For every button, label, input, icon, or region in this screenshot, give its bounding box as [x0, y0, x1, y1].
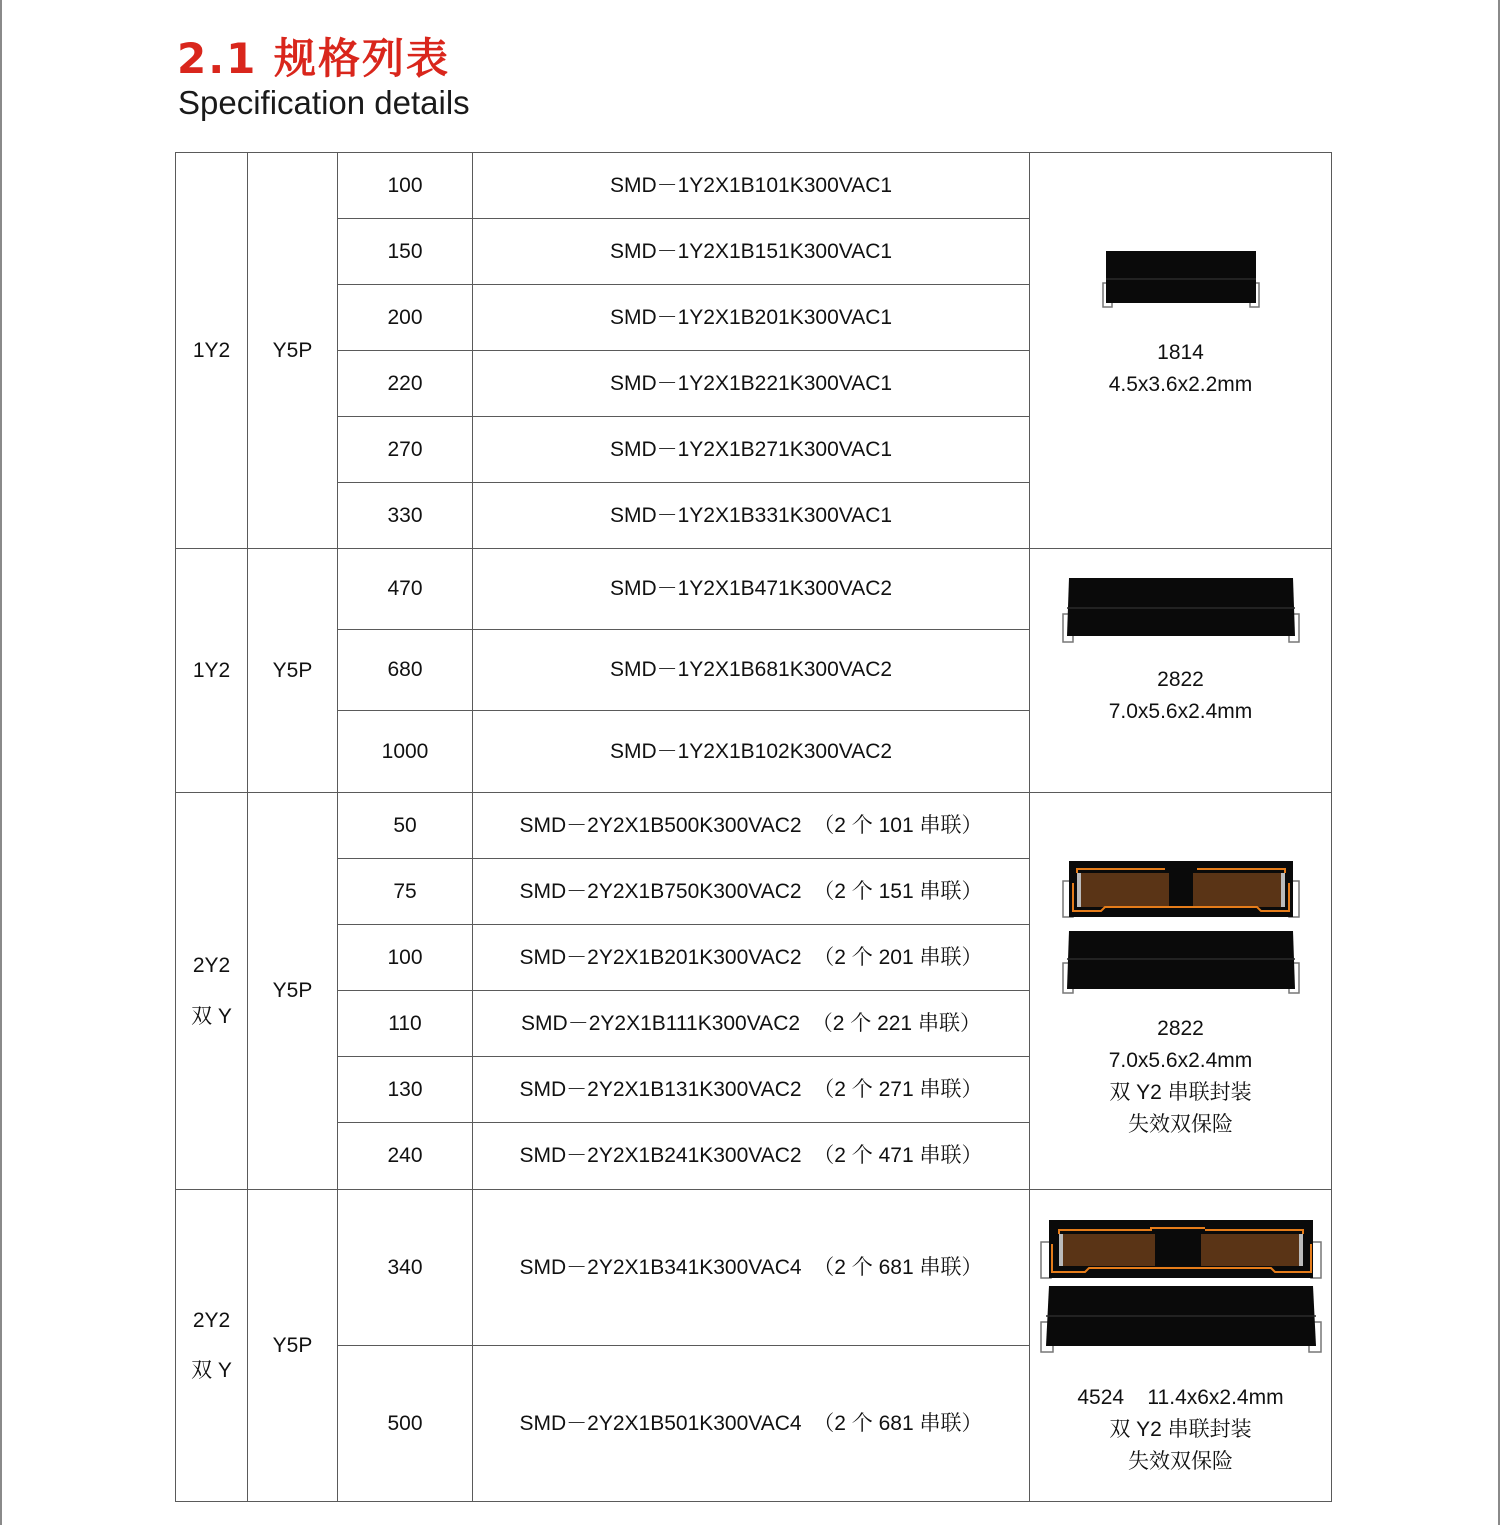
- capacitance-cell: 1000: [338, 711, 473, 793]
- package-line: 1814: [1157, 341, 1204, 364]
- capacitance-cell: 500: [338, 1346, 473, 1502]
- table-row: [176, 1190, 1332, 1346]
- dielectric-cell: Y5P: [248, 549, 338, 793]
- chip-1814-icon: [1101, 249, 1261, 311]
- part-number-cell: SMD－2Y2X1B111K300VAC2 （2 个 221 串联）: [473, 991, 1030, 1057]
- package-line: 双 Y2 串联封装: [1109, 1418, 1252, 1441]
- part-number-cell: SMD－1Y2X1B471K300VAC2: [473, 549, 1030, 630]
- part-number-cell: SMD－1Y2X1B151K300VAC1: [473, 219, 1030, 285]
- package-info: [1030, 574, 1331, 728]
- package-cell: [1030, 153, 1332, 549]
- part-number-cell: SMD－1Y2X1B681K300VAC2: [473, 630, 1030, 711]
- part-number-cell: SMD－2Y2X1B201K300VAC2 （2 个 201 串联）: [473, 925, 1030, 991]
- capacitance-cell: 200: [338, 285, 473, 351]
- capacitance-cell: 680: [338, 630, 473, 711]
- capacitance-cell: 220: [338, 351, 473, 417]
- dielectric-cell: Y5P: [248, 793, 338, 1190]
- section-title: 2.1 规格列表: [177, 34, 451, 83]
- part-number-cell: SMD－2Y2X1B750K300VAC2 （2 个 151 串联）: [473, 859, 1030, 925]
- capacitance-cell: 270: [338, 417, 473, 483]
- package-line: 4.5x3.6x2.2mm: [1108, 373, 1253, 396]
- capacitance-cell: 110: [338, 991, 473, 1057]
- part-number-cell: SMD－2Y2X1B131K300VAC2 （2 个 271 串联）: [473, 1057, 1030, 1123]
- table-row: [176, 153, 1332, 219]
- package-line: 双 Y2 串联封装: [1109, 1081, 1252, 1104]
- package-cell: [1030, 1190, 1332, 1502]
- chip-2822-icon: [1061, 574, 1301, 646]
- series-cell: 2Y2 双 Y: [176, 793, 248, 1190]
- capacitance-cell: 130: [338, 1057, 473, 1123]
- capacitance-cell: 340: [338, 1190, 473, 1346]
- dielectric-cell: Y5P: [248, 153, 338, 549]
- capacitance-cell: 75: [338, 859, 473, 925]
- package-line: 4524 11.4x6x2.4mm: [1077, 1386, 1284, 1409]
- spec-table: [175, 152, 1332, 1502]
- part-number-cell: SMD－1Y2X1B102K300VAC2: [473, 711, 1030, 793]
- table-row: [176, 549, 1332, 630]
- package-line: 2822: [1157, 1017, 1204, 1040]
- capacitance-cell: 100: [338, 153, 473, 219]
- capacitance-cell: 240: [338, 1123, 473, 1190]
- chip-4524-dual-icon: [1039, 1218, 1323, 1356]
- package-line: 7.0x5.6x2.4mm: [1108, 700, 1253, 723]
- section-subtitle: Specification details: [178, 84, 470, 121]
- dielectric-cell: Y5P: [248, 1190, 338, 1502]
- part-number-cell: SMD－1Y2X1B221K300VAC1: [473, 351, 1030, 417]
- package-line: 2822: [1157, 668, 1204, 691]
- part-number-cell: SMD－2Y2X1B241K300VAC2 （2 个 471 串联）: [473, 1123, 1030, 1190]
- part-number-cell: SMD－2Y2X1B501K300VAC4 （2 个 681 串联）: [473, 1346, 1030, 1502]
- capacitance-cell: 150: [338, 219, 473, 285]
- package-info: [1030, 1218, 1331, 1478]
- part-number-cell: SMD－2Y2X1B500K300VAC2 （2 个 101 串联）: [473, 793, 1030, 859]
- package-line: 7.0x5.6x2.4mm: [1108, 1049, 1253, 1072]
- part-number-cell: SMD－1Y2X1B101K300VAC1: [473, 153, 1030, 219]
- package-line: 失效双保险: [1128, 1113, 1233, 1136]
- capacitance-cell: 330: [338, 483, 473, 549]
- series-cell: 1Y2: [176, 153, 248, 549]
- package-info: [1030, 249, 1331, 401]
- table-row: [176, 793, 1332, 859]
- package-cell: [1030, 549, 1332, 793]
- part-number-cell: SMD－2Y2X1B341K300VAC4 （2 个 681 串联）: [473, 1190, 1030, 1346]
- part-number-cell: SMD－1Y2X1B201K300VAC1: [473, 285, 1030, 351]
- package-line: 失效双保险: [1128, 1450, 1233, 1473]
- capacitance-cell: 50: [338, 793, 473, 859]
- package-info: [1030, 859, 1331, 1141]
- series-cell: 2Y2 双 Y: [176, 1190, 248, 1502]
- page-edge-left: [0, 0, 2, 1525]
- series-cell: 1Y2: [176, 549, 248, 793]
- part-number-cell: SMD－1Y2X1B331K300VAC1: [473, 483, 1030, 549]
- part-number-cell: SMD－1Y2X1B271K300VAC1: [473, 417, 1030, 483]
- capacitance-cell: 470: [338, 549, 473, 630]
- capacitance-cell: 100: [338, 925, 473, 991]
- package-cell: [1030, 793, 1332, 1190]
- chip-2822-dual-icon: [1061, 859, 1301, 999]
